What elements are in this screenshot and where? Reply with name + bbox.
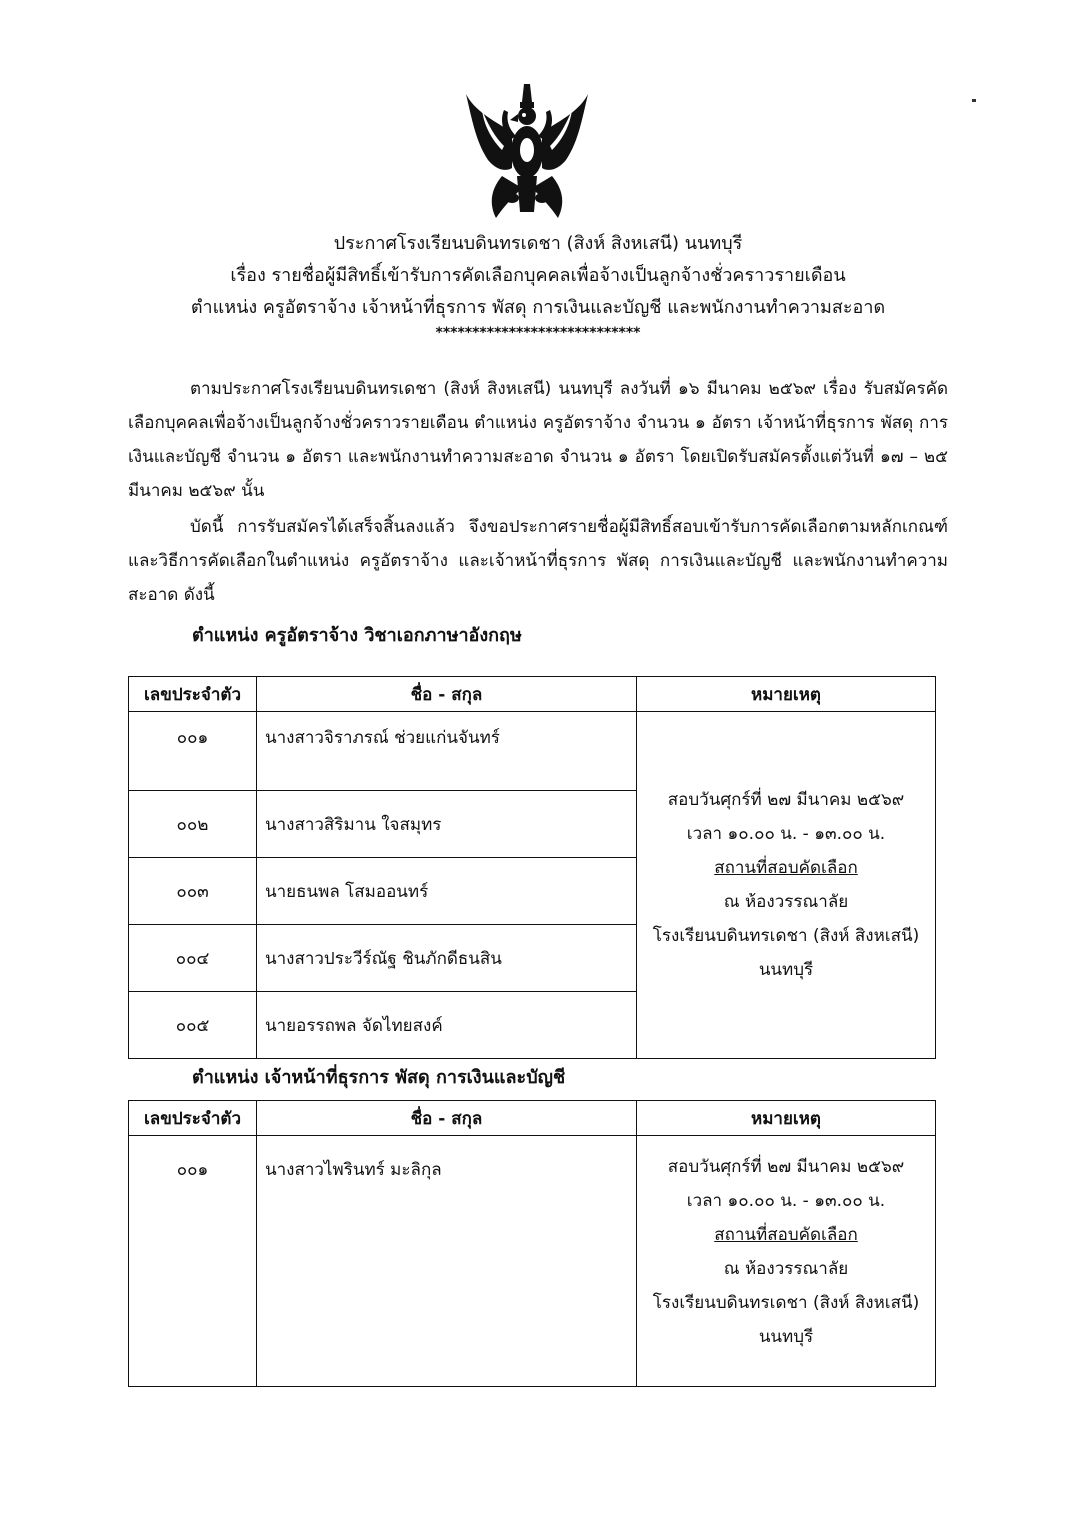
header-subject: เรื่อง รายชื่อผู้มีสิทธิ์เข้ารับการคัดเลือกบุคคลเพื่อจ้างเป็นลูกจ้างชั่วคราวรายเดือน <box>230 265 846 286</box>
exam-date: สอบวันศุกร์ที่ ๒๗ มีนาคม ๒๕๖๙ <box>667 790 905 810</box>
body-paragraph-2: บัดนี้ การรับสมัครได้เสร็จสิ้นลงแล้ว จึงขอประกาศรายชื่อผู้มีสิทธิ์สอบเข้ารับการคัดเลือกตามหลักเกณฑ์และวิธีการคัดเลือกในตำแหน่ง ครูอัตราจ้าง และเจ้าหน้าที่ธุรการ พัสดุ การเงินและบัญชี และพนักงานทำความสะอาด ดังนี้ <box>128 517 948 605</box>
candidate-id: ๐๐๓ <box>129 858 257 925</box>
candidate-name: นายธนพล โสมออนทร์ <box>257 858 637 925</box>
table-row <box>129 1136 936 1387</box>
body-paragraph-1: ตามประกาศโรงเรียนบดินทรเดชา (สิงห์ สิงหเสนี) นนทบุรี ลงวันที่ ๑๖ มีนาคม ๒๕๖๙ เรื่อง รับสมัครคัดเลือกบุคคลเพื่อจ้างเป็นลูกจ้างชั่วคราวรายเดือน ตำแหน่ง ครูอัตราจ้าง จำนวน ๑ อัตรา เจ้าหน้าที่ธุรการ พัสดุ การเงินและบัญชี จำนวน ๑ อัตรา และพนักงานทำความสะอาด จำนวน ๑ อัตรา โดยเปิดรับสมัครตั้งแต่วันที่ ๑๗ – ๒๕ มีนาคม ๒๕๖๙ นั้น <box>128 379 948 501</box>
header-positions: ตำแหน่ง ครูอัตราจ้าง เจ้าหน้าที่ธุรการ พัสดุ การเงินและบัญชี และพนักงานทำความสะอาด <box>190 297 886 318</box>
table-row <box>129 712 936 791</box>
candidate-id: ๐๐๕ <box>129 992 257 1059</box>
exam-note <box>637 1136 936 1387</box>
column-header-note: หมายเหตุ <box>637 677 936 712</box>
exam-school: โรงเรียนบดินทรเดชา (สิงห์ สิงหเสนี) <box>652 1293 920 1313</box>
candidate-id: ๐๐๒ <box>129 791 257 858</box>
exam-room: ณ ห้องวรรณาลัย <box>723 1259 849 1279</box>
column-header-note: หมายเหตุ <box>637 1101 936 1136</box>
section-title-teacher: ตำแหน่ง ครูอัตราจ้าง วิชาเอกภาษาอังกฤษ <box>192 625 522 646</box>
teacher-candidates-table <box>128 676 936 1059</box>
exam-time: เวลา ๑๐.๐๐ น. - ๑๓.๐๐ น. <box>686 1191 886 1211</box>
exam-venue-label: สถานที่สอบคัดเลือก <box>714 1225 858 1245</box>
column-header-name: ชื่อ - สกุล <box>257 677 637 712</box>
candidate-id: ๐๐๑ <box>129 1136 257 1387</box>
candidate-name: นางสาวไพรินทร์ มะลิกุล <box>257 1136 637 1387</box>
exam-province: นนทบุรี <box>758 960 814 980</box>
table-header-row <box>129 677 936 712</box>
candidate-id: ๐๐๔ <box>129 925 257 992</box>
candidate-name: นางสาวสิริมาน ใจสมุทร <box>257 791 637 858</box>
header-divider: **************************** <box>435 325 641 341</box>
announcement-header <box>0 228 1076 324</box>
candidate-id: ๐๐๑ <box>129 712 257 791</box>
exam-school: โรงเรียนบดินทรเดชา (สิงห์ สิงหเสนี) <box>652 926 920 946</box>
exam-province: นนทบุรี <box>758 1327 814 1347</box>
candidate-name: นางสาวประวีร์ณัฐ ชินภักดีธนสิน <box>257 925 637 992</box>
column-header-id: เลขประจำตัว <box>129 1101 257 1136</box>
section-title-admin: ตำแหน่ง เจ้าหน้าที่ธุรการ พัสดุ การเงินและบัญชี <box>192 1067 566 1088</box>
table-header-row <box>129 1101 936 1136</box>
exam-venue-label: สถานที่สอบคัดเลือก <box>714 858 858 878</box>
candidate-name: นางสาวจิราภรณ์ ช่วยแก่นจันทร์ <box>257 712 637 791</box>
column-header-name: ชื่อ - สกุล <box>257 1101 637 1136</box>
candidate-name: นายอรรถพล จัดไทยสงค์ <box>257 992 637 1059</box>
header-title: ประกาศโรงเรียนบดินทรเดชา (สิงห์ สิงหเสนี) นนทบุรี <box>333 233 743 254</box>
column-header-id: เลขประจำตัว <box>129 677 257 712</box>
exam-note <box>637 712 936 1059</box>
exam-room: ณ ห้องวรรณาลัย <box>723 892 849 912</box>
garuda-emblem-icon <box>462 80 592 225</box>
exam-date: สอบวันศุกร์ที่ ๒๗ มีนาคม ๒๕๖๙ <box>667 1157 905 1177</box>
exam-time: เวลา ๑๐.๐๐ น. - ๑๓.๐๐ น. <box>686 824 886 844</box>
admin-candidates-table <box>128 1100 936 1387</box>
scan-speck <box>972 99 976 102</box>
